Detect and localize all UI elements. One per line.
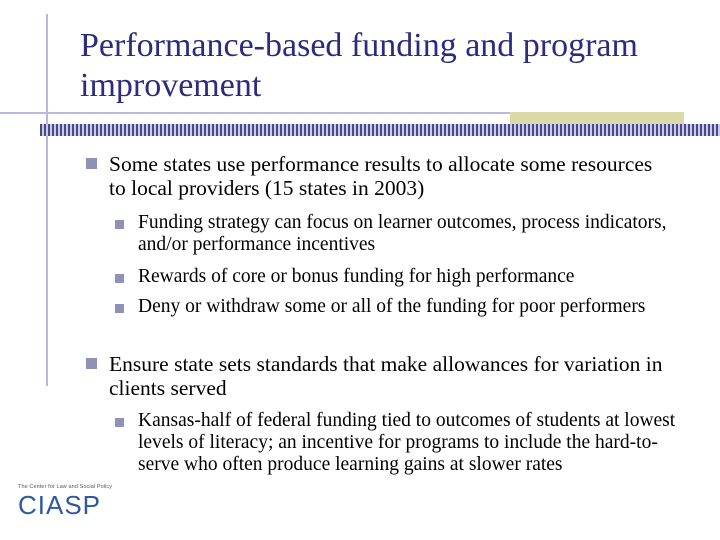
bullet-square-icon — [115, 418, 124, 427]
bullet-level2-item: Kansas-half of federal funding tied to outcomes of students at lowest levels of literacy; an incentive for programs to include the hard-to-serve who often produce learning gains at slower rates — [138, 410, 676, 475]
bullet-square-icon — [86, 358, 97, 369]
slide-title: Performance-based funding and program improvement — [80, 27, 638, 104]
bullet-square-icon — [115, 304, 124, 313]
bullet-square-icon — [115, 274, 124, 283]
logo-tagline: The Center for Law and Social Policy — [18, 484, 113, 490]
bullet-level1-item: Some states use performance results to allocate some resources to local providers (15 states in 2003) — [109, 152, 653, 200]
bullet-level2-item: Deny or withdraw some or all of the funding for poor performers — [138, 296, 646, 317]
bullet-level1-item: Ensure state sets standards that make allowances for variation in clients served — [109, 352, 663, 400]
bullet-square-icon — [115, 220, 124, 229]
bullet-level2-item: Funding strategy can focus on learner outcomes, process indicators, and/or performance incentives — [138, 212, 667, 255]
clasp-logo: CIASP — [18, 490, 102, 520]
bullet-level2-item: Rewards of core or bonus funding for high performance — [138, 266, 575, 287]
bullet-square-icon — [86, 158, 97, 169]
